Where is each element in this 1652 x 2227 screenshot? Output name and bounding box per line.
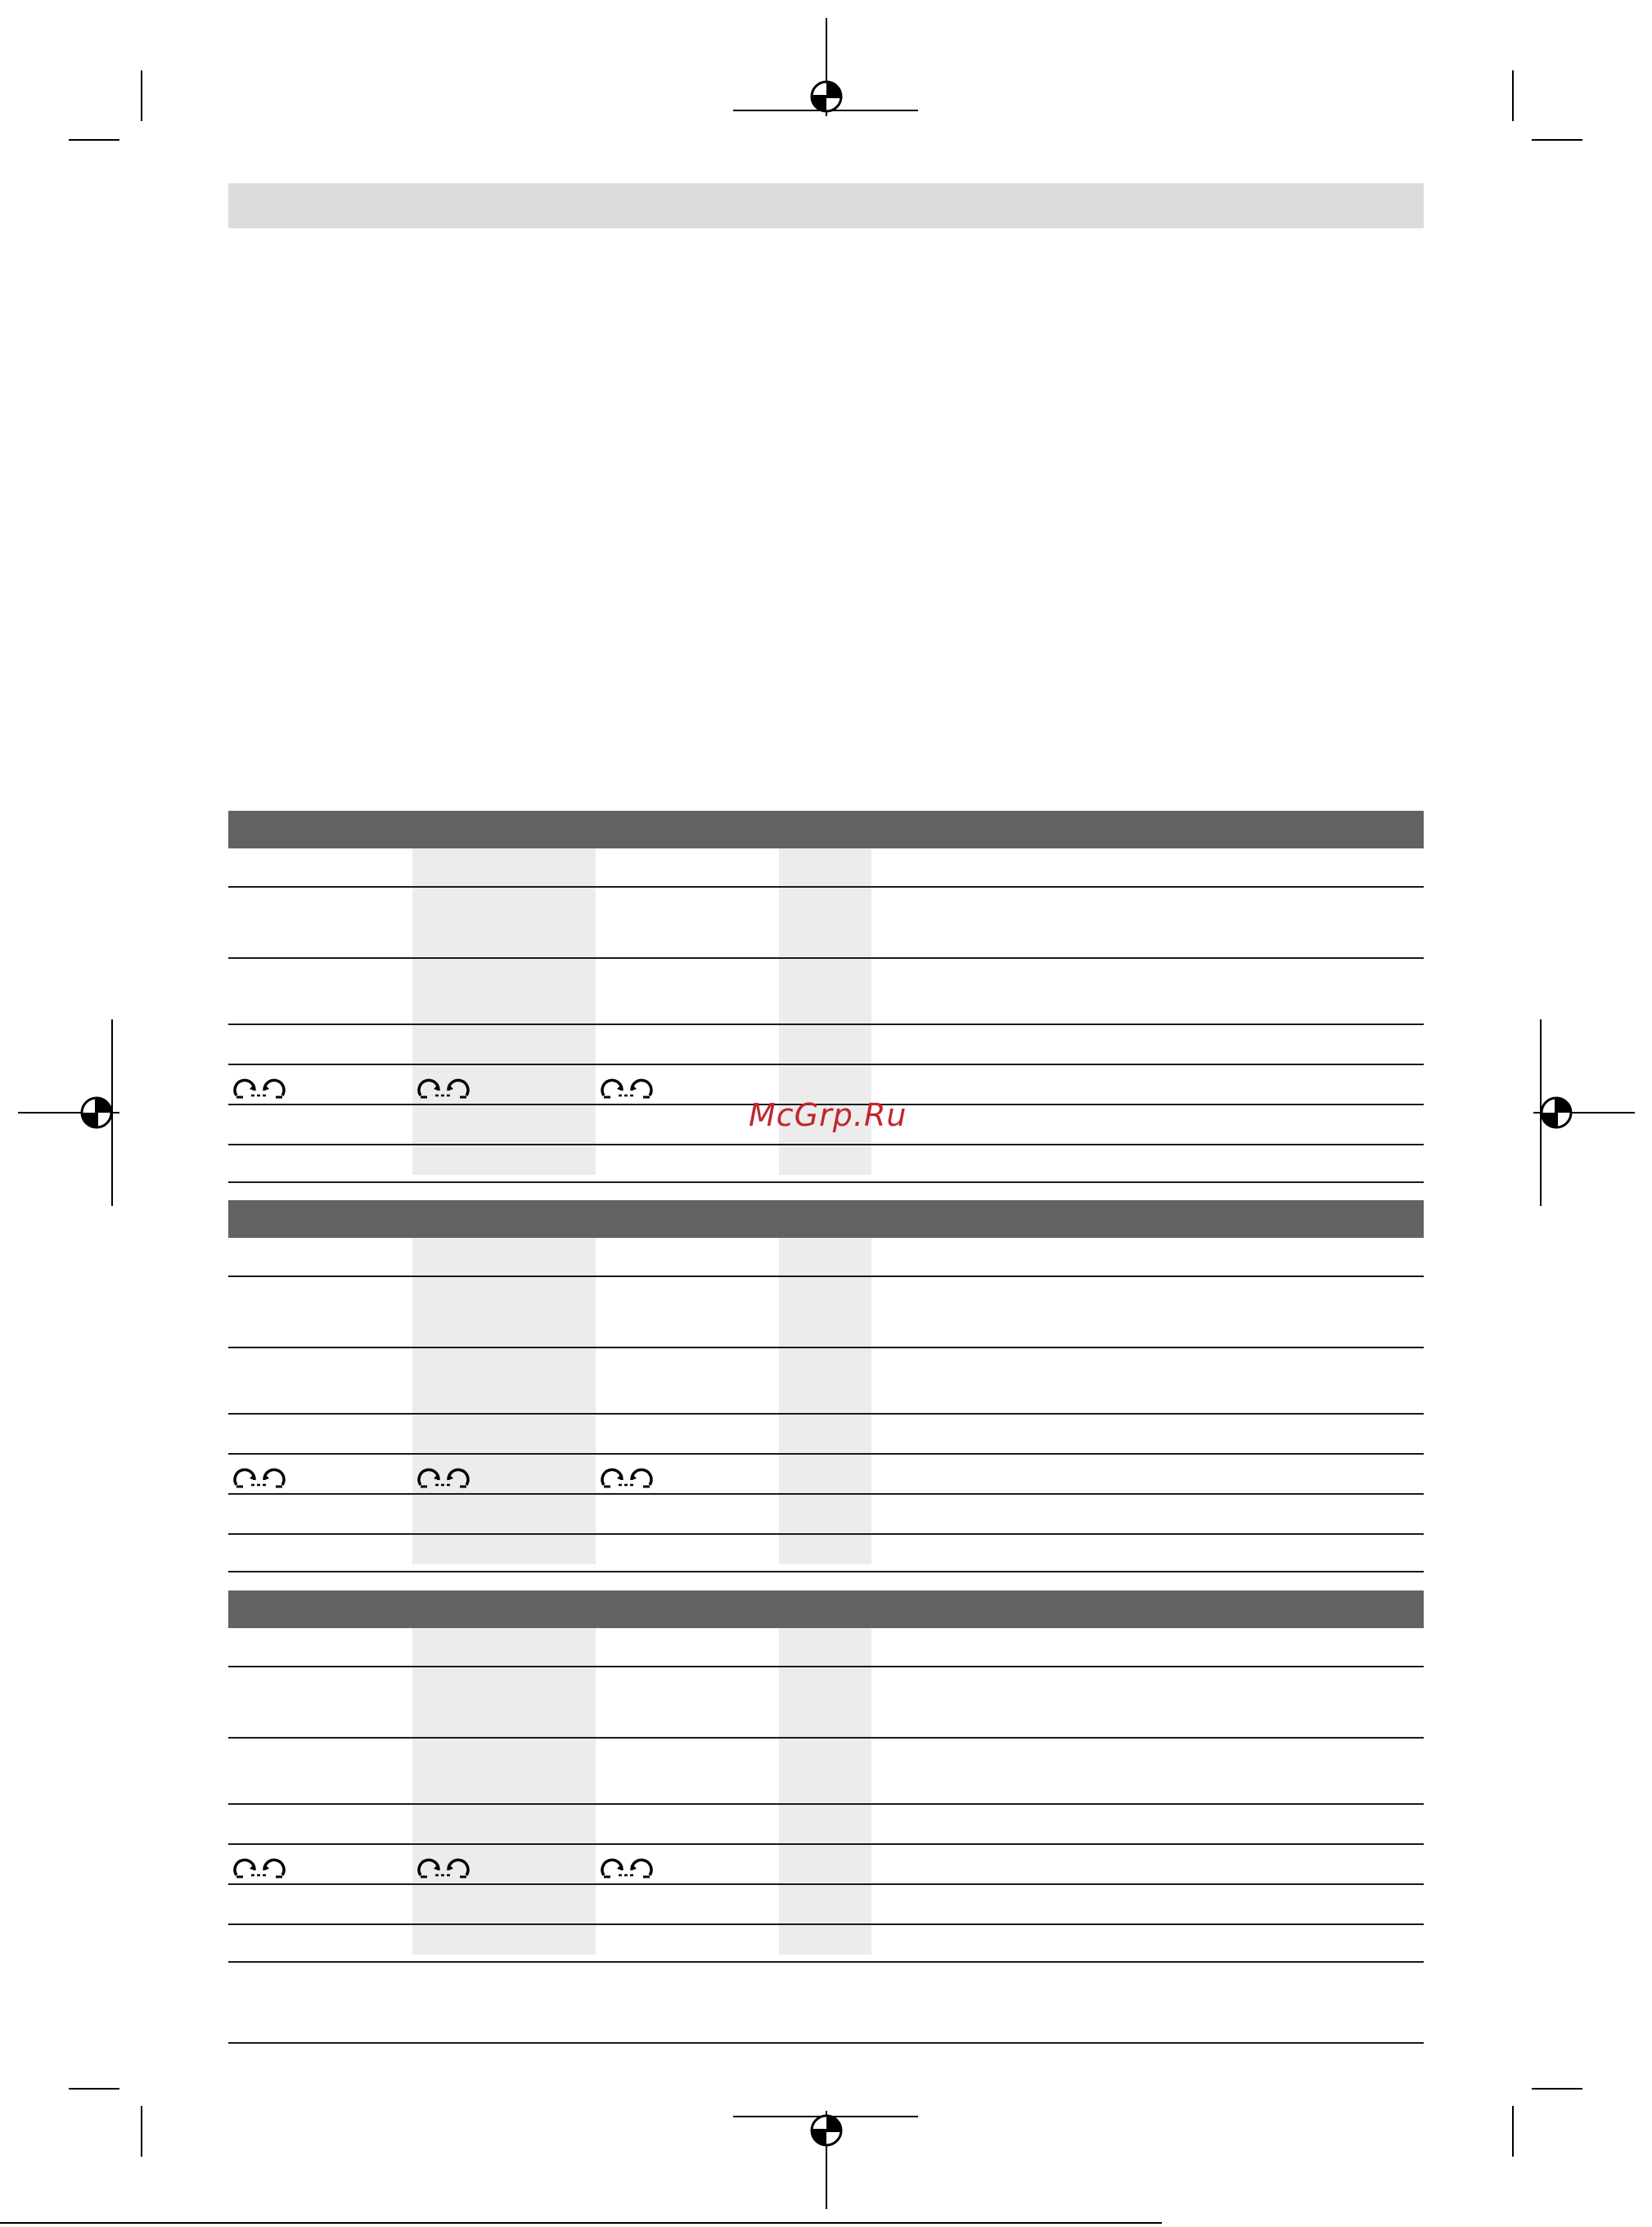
table-3 bbox=[228, 1590, 1424, 1963]
rotation-pair-icon bbox=[599, 1851, 656, 1880]
table-title-bar bbox=[228, 1200, 1424, 1238]
row-divider bbox=[228, 1144, 1424, 1145]
row-divider bbox=[228, 1493, 1424, 1495]
row-divider bbox=[228, 957, 1424, 959]
rotation-pair-icon bbox=[232, 1460, 289, 1490]
watermark-text: McGrp.Ru bbox=[749, 1097, 907, 1133]
row-divider bbox=[228, 1737, 1424, 1739]
row-divider bbox=[228, 1961, 1424, 1963]
crop-mark-bottom-right-h bbox=[1532, 2088, 1582, 2090]
row-divider bbox=[228, 1803, 1424, 1805]
crop-mark-bottom-left-v bbox=[141, 2106, 142, 2157]
registration-mark-left-icon bbox=[79, 1095, 115, 1131]
rotation-pair-icon bbox=[416, 1460, 473, 1490]
page-header-band bbox=[228, 183, 1424, 228]
rotation-pair-icon bbox=[599, 1460, 656, 1490]
row-divider bbox=[228, 1181, 1424, 1183]
column-shade-2 bbox=[412, 1628, 596, 1955]
row-divider bbox=[228, 1453, 1424, 1455]
column-shade-2 bbox=[412, 1238, 596, 1564]
table-title-bar bbox=[228, 811, 1424, 848]
rotation-pair-icon bbox=[416, 1851, 473, 1880]
rotation-pair-icon bbox=[416, 1071, 473, 1100]
table-title-bar bbox=[228, 1590, 1424, 1628]
row-divider bbox=[228, 1533, 1424, 1535]
row-divider bbox=[228, 1413, 1424, 1415]
rotation-pair-icon bbox=[232, 1851, 289, 1880]
crop-mark-top-left-h bbox=[69, 139, 119, 141]
column-shade-4 bbox=[779, 1628, 871, 1955]
crop-mark-top-left-v bbox=[141, 70, 142, 121]
row-divider bbox=[228, 1883, 1424, 1885]
row-divider bbox=[228, 1064, 1424, 1065]
crop-mark-top-right-h bbox=[1532, 139, 1582, 141]
footer-strip bbox=[0, 2222, 1162, 2224]
row-divider bbox=[228, 886, 1424, 888]
bottom-rule bbox=[228, 2042, 1424, 2044]
table-2 bbox=[228, 1200, 1424, 1572]
rotation-pair-icon bbox=[599, 1071, 656, 1100]
column-shade-2 bbox=[412, 848, 596, 1175]
row-divider bbox=[228, 1571, 1424, 1572]
row-divider bbox=[228, 1275, 1424, 1277]
crop-mark-bottom-right-v bbox=[1512, 2106, 1514, 2157]
registration-mark-top-icon bbox=[808, 79, 844, 115]
registration-mark-bottom-icon bbox=[808, 2112, 844, 2148]
crop-mark-bottom-left-h bbox=[69, 2088, 119, 2090]
row-divider bbox=[228, 1843, 1424, 1845]
row-divider bbox=[228, 1923, 1424, 1925]
registration-mark-right-icon bbox=[1538, 1095, 1574, 1131]
row-divider bbox=[228, 1024, 1424, 1025]
crop-mark-top-right-v bbox=[1512, 70, 1514, 121]
row-divider bbox=[228, 1666, 1424, 1667]
column-shade-4 bbox=[779, 1238, 871, 1564]
row-divider bbox=[228, 1347, 1424, 1348]
rotation-pair-icon bbox=[232, 1071, 289, 1100]
